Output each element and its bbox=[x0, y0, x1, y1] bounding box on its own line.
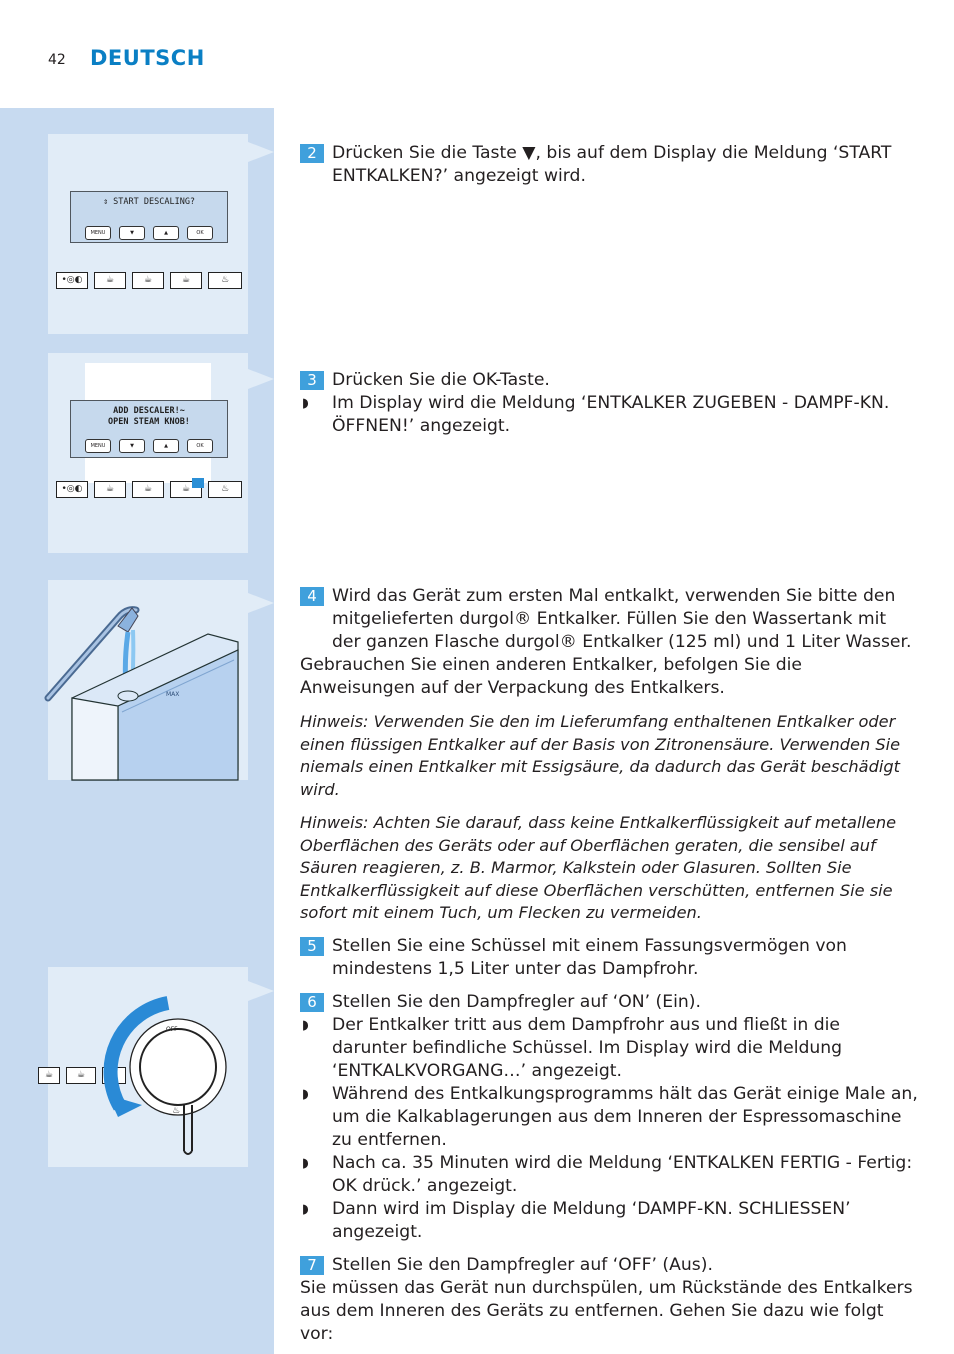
display-text-line-2: OPEN STEAM KNOB! bbox=[108, 417, 190, 427]
step-4 bbox=[300, 585, 920, 654]
panel-pointer bbox=[248, 981, 274, 1001]
step-6 bbox=[300, 991, 920, 1014]
down-button-icon: ▼ bbox=[119, 226, 145, 240]
step-7 bbox=[300, 1254, 920, 1277]
step-number-badge: 4 bbox=[300, 587, 324, 606]
cup-key-icon: ☕ bbox=[94, 272, 126, 289]
bullet-text: Nach ca. 35 Minuten wird die Meldung ‘ENTKALKEN FERTIG - Fertig: OK drück.’ angezeigt. bbox=[332, 1152, 913, 1196]
step-text: Wird das Gerät zum ersten Mal entkalkt, verwenden Sie bitte den mitgelieferten durgol® Entkalker. Füllen Sie den Wassertank mit der ganzen Flasche durgol® Entkalker (125 ml) und 1 Liter Wasser. bbox=[332, 586, 912, 652]
result-bullet bbox=[300, 1014, 920, 1083]
cup-key-icon-3: ☕ bbox=[170, 481, 202, 498]
step-text: Stellen Sie den Dampfregler auf ‘OFF’ (Aus). bbox=[332, 1254, 713, 1275]
note-surfaces: Hinweis: Achten Sie darauf, dass keine Entkalkerflüssigkeit auf metallene Oberflächen des Geräts oder auf Oberflächen geraten, die sensibel auf Säuren reagieren, z. B. Marmor, Kalkstein oder Glasuren. Sollten Sie Entkalkerflüssigkeit auf diese Oberflächen verschütten, entfernen Sie sie sofort mit einem Tuch, um Flecken zu vermeiden. bbox=[300, 813, 897, 922]
result-bullet bbox=[300, 1152, 920, 1198]
knob-illustration bbox=[48, 967, 248, 1167]
bullet-icon: ◗ bbox=[302, 1201, 309, 1217]
figure-water-tank bbox=[48, 580, 248, 780]
menu-button-icon: MENU bbox=[85, 226, 111, 240]
cup-key-icon-3: ☕ bbox=[170, 272, 202, 289]
result-bullet bbox=[300, 1198, 920, 1244]
bullet-text: Dann wird im Display die Meldung ‘DAMPF-KN. SCHLIESSEN’ angezeigt. bbox=[332, 1198, 851, 1242]
step-number-badge: 5 bbox=[300, 937, 324, 956]
machine-display bbox=[70, 191, 228, 243]
panel-pointer bbox=[248, 142, 274, 162]
step-number-badge: 7 bbox=[300, 1256, 324, 1275]
bullet-icon: ◗ bbox=[302, 396, 309, 411]
knob-off-label: OFF bbox=[166, 1026, 178, 1033]
step-number-badge: 3 bbox=[300, 371, 324, 390]
language-heading: DEUTSCH bbox=[90, 46, 205, 70]
note-citric-acid: Hinweis: Verwenden Sie den im Lieferumfang enthaltenen Entkalker oder einen flüssigen Entkalker auf der Basis von Zitronensäure. Verwenden Sie niemals einen Entkalker mit Essigsäure, da dadurch das Gerät beschädigt wird. bbox=[300, 712, 901, 799]
water-tank-illustration bbox=[48, 580, 248, 780]
result-bullet bbox=[300, 392, 920, 438]
bullet-text: Im Display wird die Meldung ‘ENTKALKER ZUGEBEN - DAMPF-KN. ÖFFNEN!’ angezeigt. bbox=[332, 393, 890, 436]
step-text: Stellen Sie den Dampfregler auf ‘ON’ (Ein). bbox=[332, 991, 701, 1012]
figure-display-add-descaler bbox=[48, 353, 248, 553]
figure-display-start-descaling bbox=[48, 134, 248, 334]
step-4-info: Gebrauchen Sie einen anderen Entkalker, befolgen Sie die Anweisungen auf der Verpackung des Entkalkers. bbox=[300, 655, 803, 698]
aroma-key-icon: •◎◐ bbox=[56, 481, 88, 498]
step-text: Stellen Sie eine Schüssel mit einem Fassungsvermögen von mindestens 1,5 Liter unter das Dampfrohr. bbox=[332, 935, 847, 979]
ok-button-icon: OK bbox=[187, 226, 213, 240]
step-number-badge: 6 bbox=[300, 993, 324, 1012]
step-text: Drücken Sie die OK-Taste. bbox=[332, 370, 550, 390]
press-indicator-icon bbox=[192, 478, 204, 488]
display-text: ⇕ START DESCALING? bbox=[102, 197, 196, 207]
cup-key-icon-2: ☕ bbox=[132, 272, 164, 289]
step-number-badge: 2 bbox=[300, 144, 324, 163]
down-button-icon: ▼ bbox=[119, 439, 145, 453]
cup-key-icon: ☕ bbox=[38, 1067, 60, 1084]
bullet-icon: ◗ bbox=[302, 1086, 309, 1102]
menu-button-icon: MENU bbox=[85, 439, 111, 453]
bullet-text: Während des Entkalkungsprogramms hält das Gerät einige Male an, um die Kalkablagerungen aus dem Inneren der Espressomaschine zu entfernen. bbox=[332, 1083, 918, 1150]
steam-key-icon: ♨ bbox=[208, 481, 242, 498]
step-text: Drücken Sie die Taste ▼, bis auf dem Display die Meldung ‘START ENTKALKEN?’ angezeigt wird. bbox=[332, 143, 892, 186]
step-5 bbox=[300, 935, 920, 981]
step-3 bbox=[300, 369, 920, 438]
panel-pointer bbox=[248, 369, 274, 389]
up-button-icon: ▲ bbox=[153, 439, 179, 453]
bullet-icon: ◗ bbox=[302, 1017, 309, 1033]
ok-button-icon: OK bbox=[187, 439, 213, 453]
up-button-icon: ▲ bbox=[153, 226, 179, 240]
bullet-icon: ◗ bbox=[302, 1155, 309, 1171]
figure-steam-knob bbox=[44, 967, 248, 1167]
step-2 bbox=[300, 142, 920, 188]
steam-key-icon: ♨ bbox=[102, 1067, 126, 1084]
aroma-key-icon: •◎◐ bbox=[56, 272, 88, 289]
panel-pointer bbox=[248, 593, 274, 613]
cup-key-icon-2: ☕ bbox=[66, 1067, 96, 1084]
result-bullet bbox=[300, 1083, 920, 1152]
steps-4-to-7 bbox=[300, 585, 920, 1346]
steam-key-icon: ♨ bbox=[208, 272, 242, 289]
tank-max-label: MAX bbox=[166, 691, 180, 698]
machine-display bbox=[70, 400, 228, 458]
cup-key-icon-2: ☕ bbox=[132, 481, 164, 498]
bullet-text: Der Entkalker tritt aus dem Dampfrohr aus und fließt in die darunter befindliche Schüssel. Im Display wird die Meldung ‘ENTKALKVORGANG…’ angezeigt. bbox=[332, 1014, 843, 1081]
steam-icon: ♨ bbox=[172, 1106, 181, 1116]
display-text-line-1: ADD DESCALER!~ bbox=[113, 406, 185, 416]
step-7-info: Sie müssen das Gerät nun durchspülen, um Rückstände des Entkalkers aus dem Inneren des Geräts zu entfernen. Gehen Sie dazu wie folgt vor: bbox=[300, 1277, 913, 1344]
page-number: 42 bbox=[48, 52, 66, 68]
cup-key-icon: ☕ bbox=[94, 481, 126, 498]
